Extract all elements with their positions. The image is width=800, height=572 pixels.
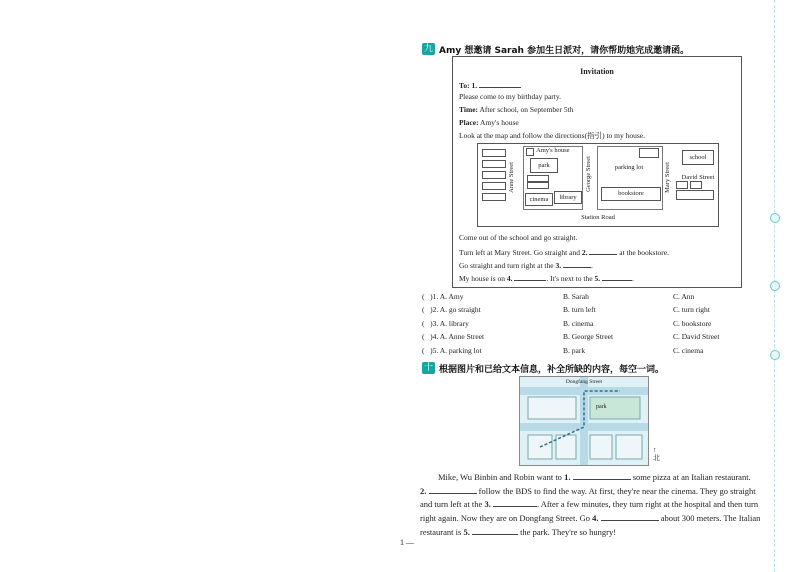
map-building [527,175,549,182]
map-building [527,182,549,189]
option-c[interactable]: C. turn right [673,305,710,314]
map-building [482,182,506,190]
david-street-label: David Street [681,174,715,181]
map-building [690,181,702,189]
para-line: and turn left at the 3. . After a few minutes, they turn right at the hospital and then turn [420,499,759,510]
q10-instruction: 根据图片和已给文本信息，补全所缺的内容，每空一词。 [439,365,665,375]
school-box: school [682,150,714,165]
page-number: 1 — [400,538,414,547]
route-line-1: Come out of the school and go straight. [459,233,578,242]
street-map [477,143,719,227]
option-c[interactable]: C. cinema [673,346,704,355]
para-line: Mike, Wu Binbin and Robin want to 1. some pizza at an Italian restaurant. [438,472,751,482]
directions-line: Look at the map and follow the directions(指引) to my house. [459,131,646,140]
picture-street-label: Dongfang Street [565,379,603,385]
map-building [676,181,688,189]
blank-1[interactable] [479,79,521,88]
q10-heading [422,359,664,377]
map-building [482,193,506,201]
option-b[interactable]: B. Sarah [563,292,589,301]
para-line: right again. Now they are on Dongfang Street. Go 4. about 300 meters. The Italian [420,513,761,524]
park-box: park [530,158,558,173]
option-row[interactable]: ( )1. A. Amy [422,292,464,301]
map-building [482,171,506,179]
para-line: 2. follow the BDS to find the way. At first, they're near the cinema. They go straight [420,485,756,496]
invitation-card [452,56,742,288]
option-row[interactable]: ( )2. A. go straight [422,305,481,314]
to-line: To: 1. [459,79,521,90]
q10-paragraph [420,471,770,540]
blank-3[interactable] [563,259,591,268]
place-line: Place: Amy's house [459,118,519,127]
q10-blank-5[interactable] [472,526,518,535]
route-illustration [520,377,648,465]
option-c[interactable]: C. Ann [673,292,695,301]
amys-house-label: Amy's house [536,147,570,154]
station-road-label: Station Road [581,214,615,221]
route-picture [519,376,649,466]
north-arrow: ↑ 北 [653,446,660,462]
map-building [639,148,659,158]
time-line: Time: After school, on September 5th [459,105,574,114]
route-line-4: My house is on 4. . It's next to the 5. . [459,274,634,283]
option-row[interactable]: ( )5. A. parking lot [422,346,482,355]
route-line-2: Turn left at Mary Street. Go straight and 2. at the bookstore. [459,248,669,257]
map-building [482,160,506,168]
binding-ring [770,350,780,360]
option-b[interactable]: B. park [563,346,586,355]
anne-street-label: Anne Street [508,162,515,193]
mary-street-label: Mary Street [664,162,671,193]
option-row[interactable]: ( )4. A. Anne Street [422,332,485,341]
route-line-3: Go straight and turn right at the 3. . [459,261,593,270]
parking-lot-label: parking lot [614,164,644,171]
invitation-title: Invitation [580,67,614,76]
binding-ring [770,213,780,223]
cinema-box: cinema [525,193,553,206]
option-row[interactable]: ( )3. A. library [422,319,469,328]
map-building [526,148,534,156]
picture-park-label: park [596,404,607,410]
party-line: Please come to my birthday party. [459,92,561,101]
q10-badge: 十 [423,363,433,374]
q9-badge: 九 [423,44,433,55]
blank-5[interactable] [602,272,632,281]
para-line: restaurant is 5. the park. They're so hungry! [420,526,617,537]
option-c[interactable]: C. David Street [673,332,720,341]
map-building [482,149,506,157]
q10-blank-4[interactable] [601,512,659,521]
george-street-label: George Street [585,156,592,192]
q10-blank-1[interactable] [573,471,631,480]
option-b[interactable]: B. cinema [563,319,594,328]
q10-blank-2[interactable] [429,485,477,494]
blank-2[interactable] [589,246,617,255]
option-b[interactable]: B. turn left [563,305,596,314]
bookstore-box: bookstore [601,187,661,201]
option-b[interactable]: B. George Street [563,332,614,341]
q9-instruction: Amy 想邀请 Sarah 参加生日派对，请你帮助她完成邀请函。 [439,46,690,56]
blank-4[interactable] [514,272,546,281]
library-box: library [554,191,582,204]
option-c[interactable]: C. bookstore [673,319,712,328]
map-building [676,190,714,200]
binding-ring [770,281,780,291]
q10-blank-3[interactable] [493,498,537,507]
